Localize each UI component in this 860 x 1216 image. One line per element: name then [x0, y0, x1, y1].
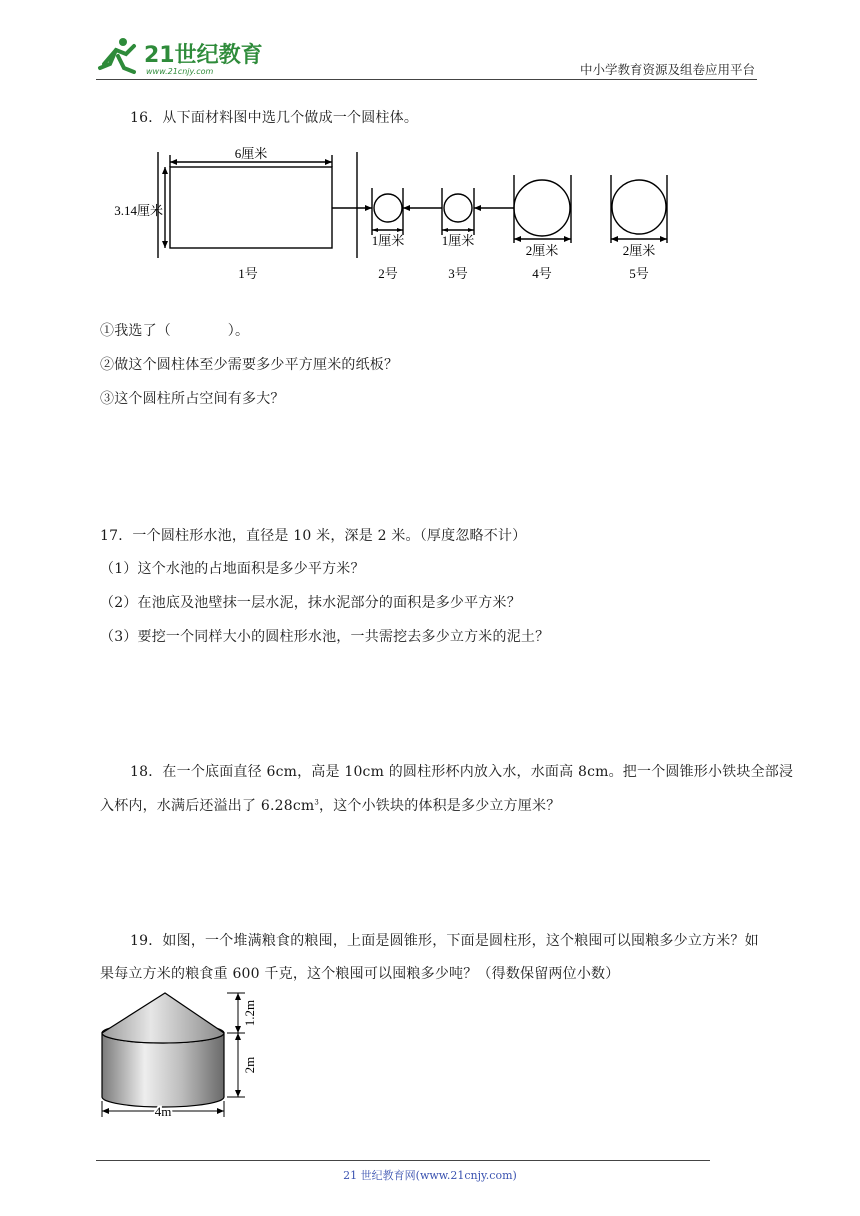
q18-line-2: [100, 795, 560, 815]
q19-line-2: 果每立方米的粮食重 600 千克，这个粮囤可以囤粮多少吨？（得数保留两位小数）: [100, 966, 620, 982]
q18-line-1: 18．在一个底面直径 6cm，高是 10cm 的圆柱形杯内放入水，水面高 8cm。把一个圆锥形小铁块全部浸: [130, 764, 794, 780]
cone-shape: [102, 993, 224, 1043]
cylinder-shape: [102, 1033, 224, 1107]
shape-1-label: 1号: [238, 266, 258, 281]
shape-2-label: 2号: [378, 266, 398, 281]
q16-title: 16．从下面材料图中选几个做成一个圆柱体。: [130, 110, 419, 126]
runner-icon: [100, 38, 134, 72]
q17-part-3: （3）要挖一个同样大小的圆柱形水池，一共需挖去多少立方米的泥土？: [100, 629, 550, 645]
q16-part-2: ②做这个圆柱体至少需要多少平方厘米的纸板？: [100, 357, 399, 373]
rect-height-label: 3.14厘米: [114, 203, 163, 218]
circle-5-shape: [612, 180, 666, 234]
circle-4-shape: [514, 180, 570, 236]
header-divider: [96, 79, 757, 80]
q17-part-2: （2）在池底及池壁抹一层水泥，抹水泥部分的面积是多少平方米？: [100, 595, 521, 611]
circle-2-diameter-label: 1厘米: [371, 233, 405, 248]
circle-2-shape: [374, 194, 402, 222]
rect-width-label: 6厘米: [234, 146, 268, 161]
q18-unit-superscript: 3: [314, 798, 319, 807]
cone-height-label: 1.2m: [242, 999, 257, 1027]
q19-granary-figure: [95, 985, 275, 1125]
q16-materials-figure: [100, 140, 700, 290]
footer-divider: [96, 1160, 710, 1161]
q16-part-3: ③这个圆柱所占空间有多大？: [100, 391, 285, 407]
cylinder-height-label: 2m: [242, 1056, 257, 1074]
rectangle-1-shape: [170, 167, 332, 248]
site-logo: [96, 34, 266, 80]
shape-4-label: 4号: [532, 266, 552, 281]
diameter-label: 4m: [154, 1104, 172, 1119]
circle-5-diameter-label: 2厘米: [622, 243, 656, 258]
logo-subtext: www.21cnjy.com: [146, 67, 214, 76]
shape-5-label: 5号: [629, 266, 649, 281]
q18-line-2-tail: ，这个小铁块的体积是多少立方厘米？: [319, 798, 561, 814]
q17-title: 17．一个圆柱形水池，直径是 10 米，深是 2 米。（厚度忽略不计）: [100, 528, 527, 544]
q16-part-1: ①我选了（ ）。: [100, 323, 250, 339]
q18-line-2-text: 入杯内，水满后还溢出了 6.28cm: [100, 798, 315, 814]
circle-3-shape: [444, 194, 472, 222]
circle-4-diameter-label: 2厘米: [525, 243, 559, 258]
logo-text: 21世纪教育: [144, 43, 263, 68]
q19-line-1: 19．如图，一个堆满粮食的粮囤，上面是圆锥形，下面是圆柱形，这个粮囤可以囤粮多少立方米？如: [130, 933, 759, 949]
header-platform-text: 中小学教育资源及组卷应用平台: [579, 62, 755, 77]
circle-3-diameter-label: 1厘米: [441, 233, 475, 248]
shape-3-label: 3号: [448, 266, 468, 281]
footer-site-text: 21 世纪教育网(www.21cnjy.com): [343, 1169, 517, 1182]
q17-part-1: （1）这个水池的占地面积是多少平方米？: [100, 561, 365, 577]
